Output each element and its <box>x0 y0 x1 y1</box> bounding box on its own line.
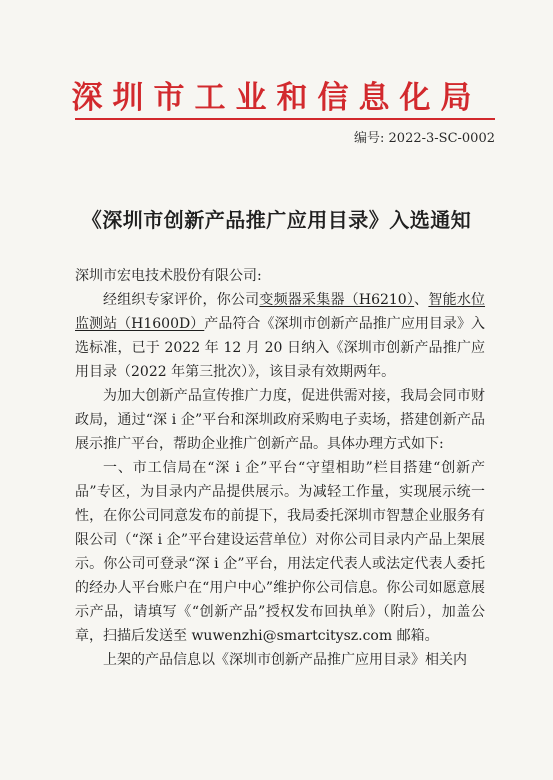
notice-title: 《深圳市创新产品推广应用目录》入选通知 <box>81 208 472 232</box>
notice-body <box>75 264 485 672</box>
document-number: 编号: 2022-3-SC-0002 <box>354 131 495 146</box>
para1-suffix: 产品符合《深圳市创新产品推广应用目录》入选标准，已于 2022 年 12 月 20 日纳入《深圳市创新产品推广应用目录（2022 年第三批次）》，该目录有效期两年。 <box>75 316 486 380</box>
paragraph-2: 为加大创新产品宣传推广力度，促进供需对接，我局会同市财政局，通过“深 i 企”平台和深圳政府采购电子卖场，搭建创新产品展示推广平台，帮助企业推广创新产品。具体办理方式如下: <box>75 388 485 452</box>
salutation: 深圳市宏电技术股份有限公司: <box>75 268 262 284</box>
product-name-1: 变频器采集器（H6210） <box>259 292 415 308</box>
para1-prefix: 经组织专家评价，你公司 <box>103 292 260 308</box>
product-name-2: 智能水位监测站（H1600D） <box>75 292 486 332</box>
paragraph-4: 上架的产品信息以《深圳市创新产品推广应用目录》相关内 <box>103 652 467 668</box>
red-divider-line <box>75 118 495 120</box>
paragraph-1 <box>75 288 485 384</box>
issuer-heading: 深圳市工业和信息化局 <box>71 80 482 116</box>
para1-separator: 、 <box>414 292 429 308</box>
paragraph-3: 一、市工信局在“深 i 企”平台“守望相助”栏目搭建“创新产品”专区，为目录内产品提供展示。为减轻工作量，实现展示统一性，在你公司同意发布的前提下，我局委托深圳市智慧企业服务有限公司（“深 i 企”平台建设运营单位）对你公司目录内产品上架展示。你公司可登录“深 i 企”平台，用法定代表人或法定代表人委托的经办人平台账户在“用户中心”维护你公司信息。你公司如愿意展示产品，请填写《“创新产品”授权发布回执单》（附后），加盖公章，扫描后发送至 wuwenzhi@smartcitysz.com 邮箱。 <box>75 460 485 644</box>
